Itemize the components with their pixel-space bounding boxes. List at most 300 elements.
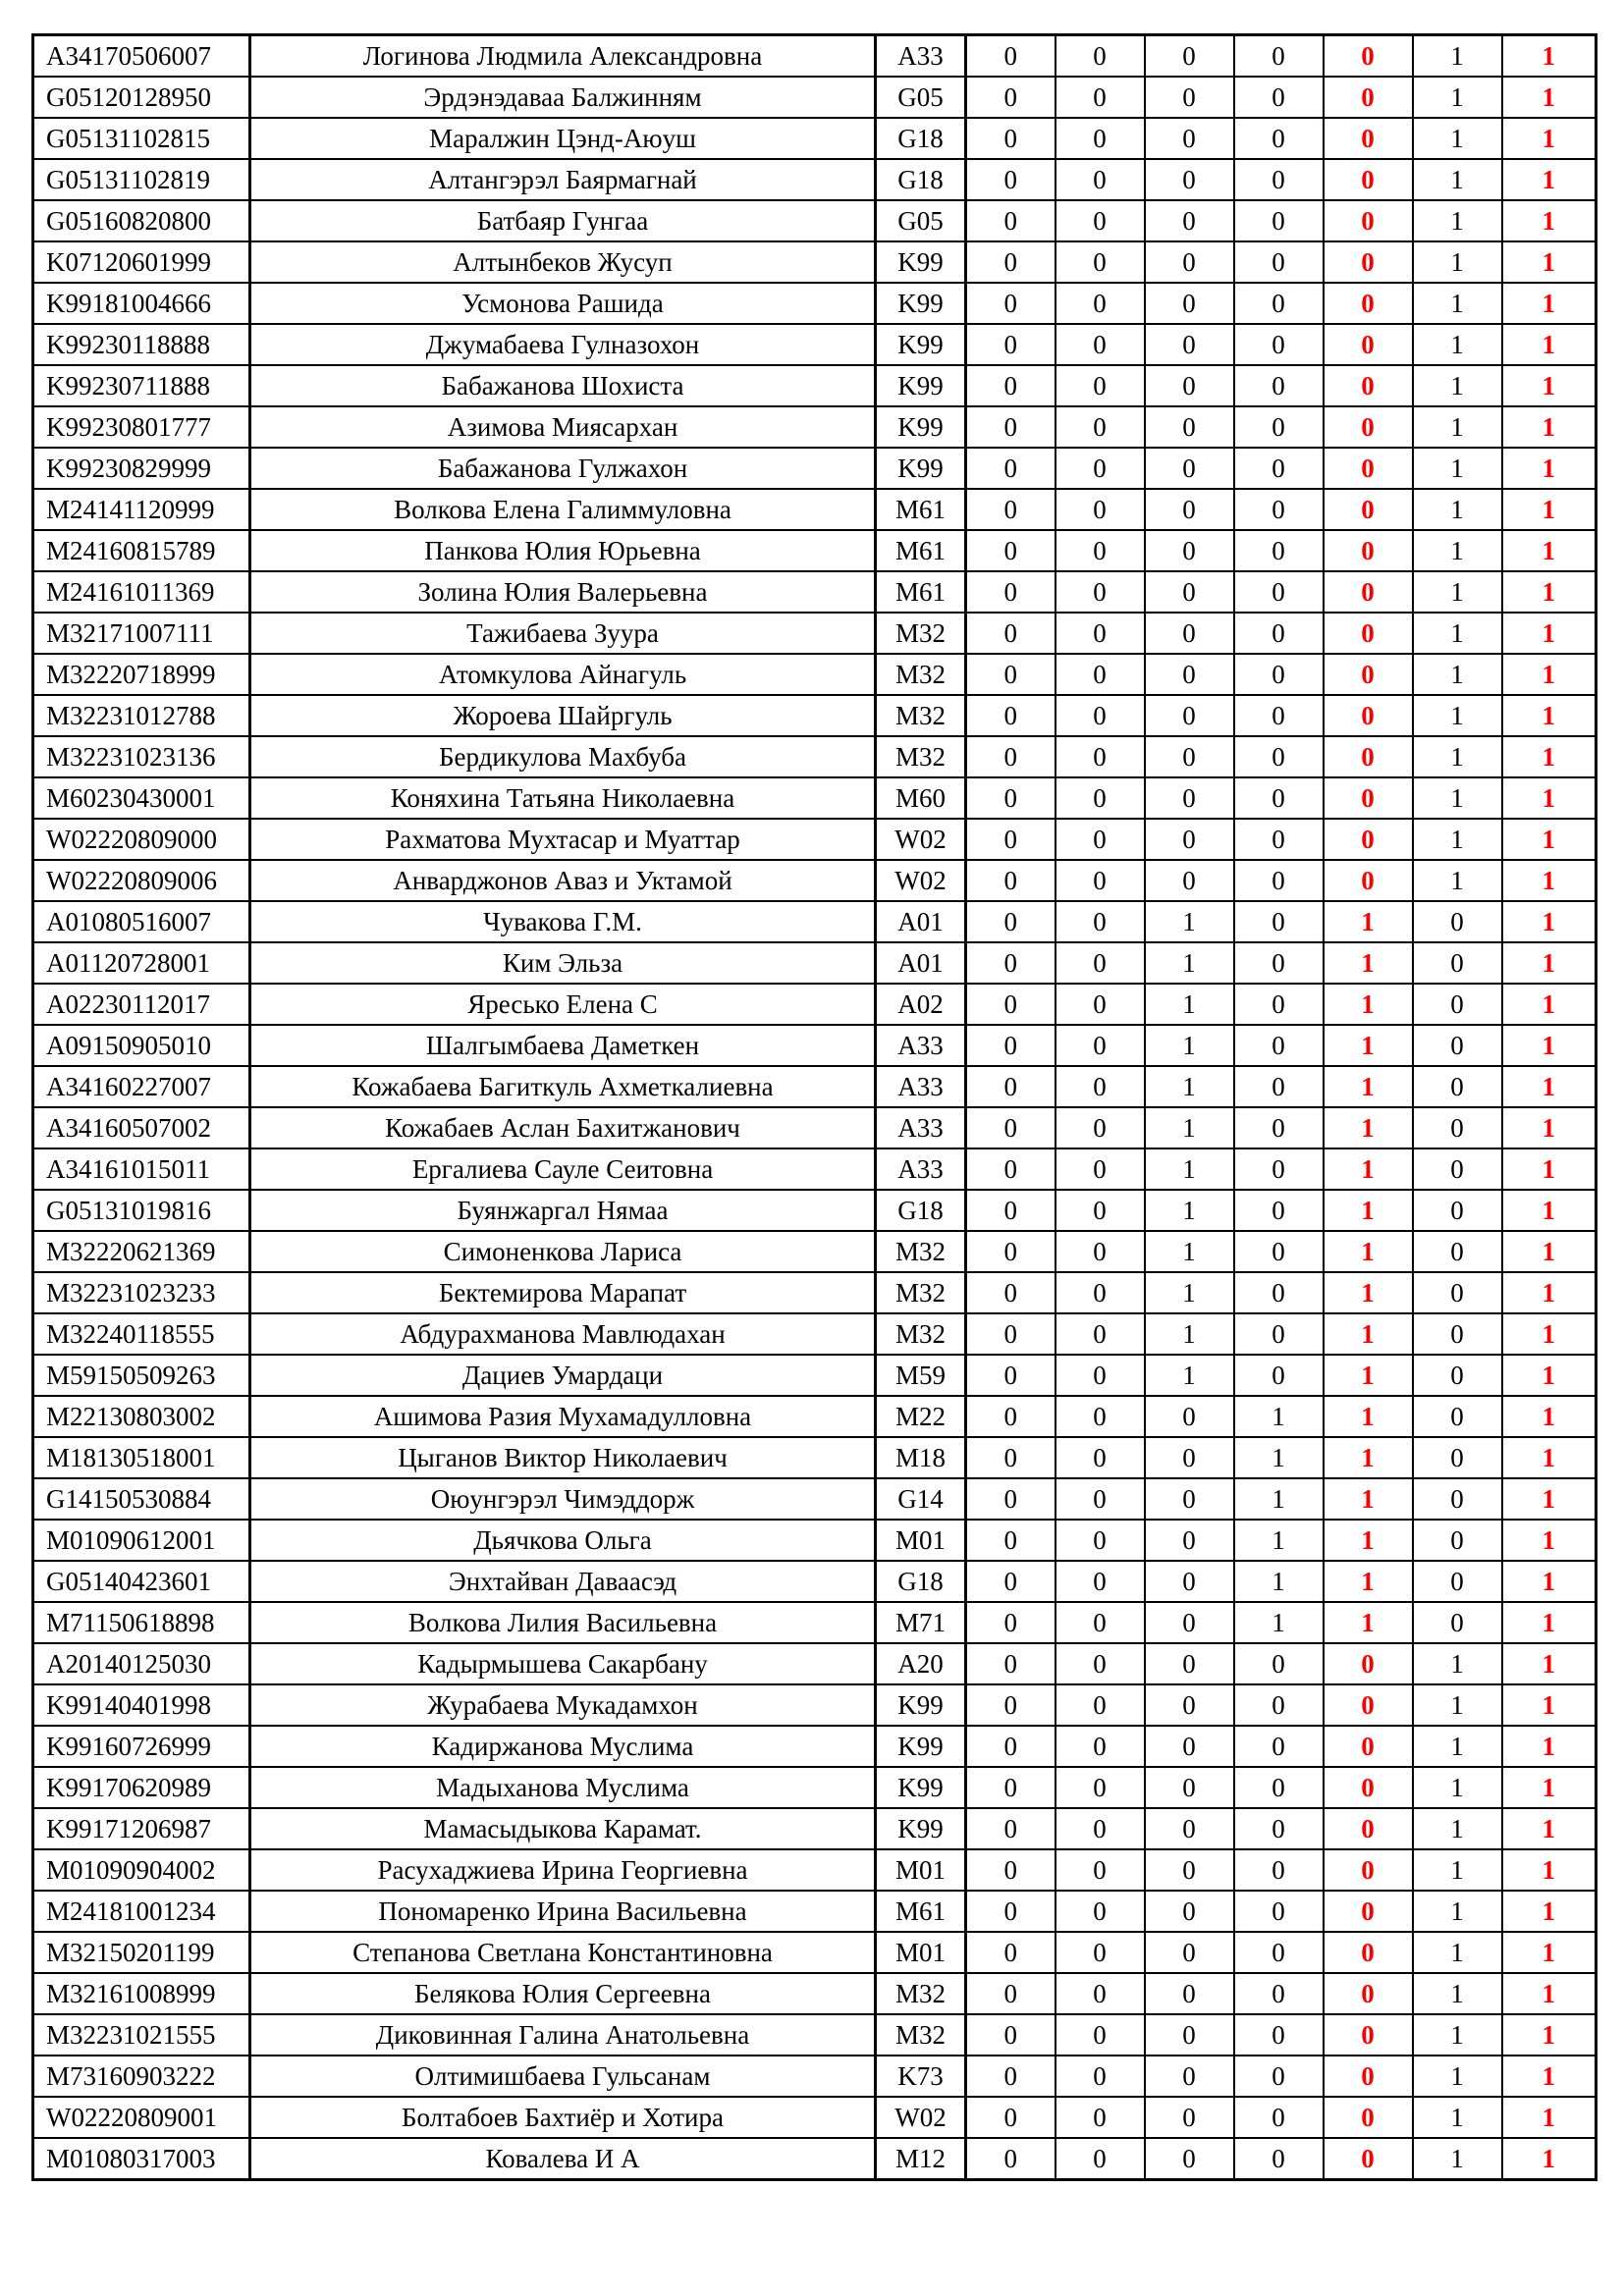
flag-total-cell: 1 xyxy=(1502,2097,1597,2138)
full-name-cell: Коняхина Татьяна Николаевна xyxy=(250,777,876,819)
flag-4-cell: 0 xyxy=(1234,283,1324,324)
flag-2-cell: 0 xyxy=(1056,2097,1145,2138)
flag-total-cell: 1 xyxy=(1502,1726,1597,1767)
full-name-cell: Ковалева И А xyxy=(250,2138,876,2180)
flag-2-cell: 0 xyxy=(1056,159,1145,200)
full-name-cell: Батбаяр Гунгаа xyxy=(250,200,876,241)
account-code-cell: A34160227007 xyxy=(33,1066,250,1107)
flag-1-cell: 0 xyxy=(966,35,1056,78)
flag-total-cell: 1 xyxy=(1502,1849,1597,1891)
account-code-cell: M32161008999 xyxy=(33,1973,250,2014)
full-name-cell: Рахматова Мухтасар и Муаттар xyxy=(250,819,876,860)
account-code-cell: G05131102815 xyxy=(33,118,250,159)
group-code-cell: G18 xyxy=(876,159,966,200)
flag-4-cell: 0 xyxy=(1234,1973,1324,2014)
group-code-cell: M61 xyxy=(876,530,966,571)
flag-4-cell: 0 xyxy=(1234,35,1324,78)
group-code-cell: M12 xyxy=(876,2138,966,2180)
account-code-cell: M32220718999 xyxy=(33,654,250,695)
table-row xyxy=(33,571,1597,613)
group-code-cell: K99 xyxy=(876,406,966,448)
flag-sum-cell: 0 xyxy=(1324,406,1413,448)
flag-sum-cell: 1 xyxy=(1324,1437,1413,1478)
account-code-cell: M32240118555 xyxy=(33,1313,250,1355)
flag-2-cell: 0 xyxy=(1056,1107,1145,1148)
flag-2-cell: 0 xyxy=(1056,1313,1145,1355)
flag-1-cell: 0 xyxy=(966,984,1056,1025)
flag-total-cell: 1 xyxy=(1502,2056,1597,2097)
account-code-cell: A01080516007 xyxy=(33,901,250,942)
group-code-cell: A33 xyxy=(876,35,966,78)
flag-3-cell: 1 xyxy=(1145,1148,1234,1190)
flag-4-cell: 0 xyxy=(1234,1808,1324,1849)
flag-sum-cell: 0 xyxy=(1324,448,1413,489)
full-name-cell: Алтынбеков Жусуп xyxy=(250,241,876,283)
group-code-cell: M32 xyxy=(876,1272,966,1313)
flag-5-cell: 1 xyxy=(1413,1643,1502,1684)
flag-1-cell: 0 xyxy=(966,1849,1056,1891)
flag-2-cell: 0 xyxy=(1056,942,1145,984)
flag-3-cell: 0 xyxy=(1145,1808,1234,1849)
flag-5-cell: 1 xyxy=(1413,406,1502,448)
flag-total-cell: 1 xyxy=(1502,1891,1597,1932)
flag-1-cell: 0 xyxy=(966,2056,1056,2097)
group-code-cell: G14 xyxy=(876,1478,966,1520)
flag-total-cell: 1 xyxy=(1502,241,1597,283)
flag-4-cell: 0 xyxy=(1234,1849,1324,1891)
flag-2-cell: 0 xyxy=(1056,2014,1145,2056)
table-row xyxy=(33,1396,1597,1437)
flag-total-cell: 1 xyxy=(1502,1313,1597,1355)
flag-3-cell: 1 xyxy=(1145,942,1234,984)
flag-1-cell: 0 xyxy=(966,1478,1056,1520)
account-code-cell: M24160815789 xyxy=(33,530,250,571)
flag-5-cell: 1 xyxy=(1413,2056,1502,2097)
table-row xyxy=(33,1891,1597,1932)
flag-3-cell: 0 xyxy=(1145,35,1234,78)
flag-sum-cell: 1 xyxy=(1324,1190,1413,1231)
flag-sum-cell: 0 xyxy=(1324,2138,1413,2180)
full-name-cell: Маралжин Цэнд-Аюуш xyxy=(250,118,876,159)
flag-5-cell: 1 xyxy=(1413,1726,1502,1767)
flag-3-cell: 1 xyxy=(1145,1231,1234,1272)
flag-sum-cell: 0 xyxy=(1324,77,1413,118)
flag-1-cell: 0 xyxy=(966,1355,1056,1396)
flag-1-cell: 0 xyxy=(966,1313,1056,1355)
flag-2-cell: 0 xyxy=(1056,448,1145,489)
table-row xyxy=(33,324,1597,365)
flag-2-cell: 0 xyxy=(1056,1602,1145,1643)
group-code-cell: K99 xyxy=(876,1808,966,1849)
flag-2-cell: 0 xyxy=(1056,118,1145,159)
account-code-cell: G05140423601 xyxy=(33,1561,250,1602)
full-name-cell: Усмонова Рашида xyxy=(250,283,876,324)
flag-1-cell: 0 xyxy=(966,1602,1056,1643)
flag-5-cell: 1 xyxy=(1413,860,1502,901)
flag-4-cell: 0 xyxy=(1234,777,1324,819)
flag-5-cell: 1 xyxy=(1413,448,1502,489)
flag-5-cell: 1 xyxy=(1413,159,1502,200)
flag-3-cell: 0 xyxy=(1145,448,1234,489)
full-name-cell: Бабажанова Шохиста xyxy=(250,365,876,406)
table-row xyxy=(33,736,1597,777)
flag-1-cell: 0 xyxy=(966,1107,1056,1148)
flag-4-cell: 0 xyxy=(1234,1272,1324,1313)
flag-1-cell: 0 xyxy=(966,1437,1056,1478)
group-code-cell: M60 xyxy=(876,777,966,819)
flag-1-cell: 0 xyxy=(966,448,1056,489)
flag-4-cell: 1 xyxy=(1234,1520,1324,1561)
table-row xyxy=(33,1025,1597,1066)
table-row xyxy=(33,1313,1597,1355)
group-code-cell: M18 xyxy=(876,1437,966,1478)
flag-3-cell: 0 xyxy=(1145,1684,1234,1726)
flag-total-cell: 1 xyxy=(1502,613,1597,654)
full-name-cell: Логинова Людмила Александровна xyxy=(250,35,876,78)
table-row xyxy=(33,241,1597,283)
flag-1-cell: 0 xyxy=(966,159,1056,200)
account-code-cell: A20140125030 xyxy=(33,1643,250,1684)
flag-4-cell: 0 xyxy=(1234,571,1324,613)
flag-3-cell: 0 xyxy=(1145,283,1234,324)
group-code-cell: M32 xyxy=(876,613,966,654)
table-body xyxy=(33,35,1597,2180)
account-code-cell: M24181001234 xyxy=(33,1891,250,1932)
flag-5-cell: 0 xyxy=(1413,1602,1502,1643)
flag-sum-cell: 1 xyxy=(1324,1107,1413,1148)
account-code-cell: M60230430001 xyxy=(33,777,250,819)
flag-2-cell: 0 xyxy=(1056,1231,1145,1272)
flag-4-cell: 0 xyxy=(1234,324,1324,365)
flag-5-cell: 1 xyxy=(1413,654,1502,695)
flag-total-cell: 1 xyxy=(1502,1437,1597,1478)
table-row xyxy=(33,613,1597,654)
flag-total-cell: 1 xyxy=(1502,571,1597,613)
account-code-cell: K99230829999 xyxy=(33,448,250,489)
flag-5-cell: 1 xyxy=(1413,1808,1502,1849)
flag-3-cell: 1 xyxy=(1145,1272,1234,1313)
flag-3-cell: 0 xyxy=(1145,406,1234,448)
flag-5-cell: 1 xyxy=(1413,2014,1502,2056)
flag-sum-cell: 1 xyxy=(1324,1355,1413,1396)
group-code-cell: W02 xyxy=(876,819,966,860)
table-row xyxy=(33,1148,1597,1190)
flag-2-cell: 0 xyxy=(1056,1148,1145,1190)
flag-5-cell: 1 xyxy=(1413,283,1502,324)
flag-5-cell: 1 xyxy=(1413,1767,1502,1808)
flag-5-cell: 0 xyxy=(1413,1231,1502,1272)
flag-sum-cell: 1 xyxy=(1324,1478,1413,1520)
flag-5-cell: 0 xyxy=(1413,1148,1502,1190)
flag-5-cell: 1 xyxy=(1413,35,1502,78)
group-code-cell: A33 xyxy=(876,1107,966,1148)
flag-sum-cell: 0 xyxy=(1324,1643,1413,1684)
group-code-cell: A02 xyxy=(876,984,966,1025)
table-row xyxy=(33,1684,1597,1726)
flag-total-cell: 1 xyxy=(1502,1973,1597,2014)
flag-4-cell: 0 xyxy=(1234,1107,1324,1148)
flag-2-cell: 0 xyxy=(1056,613,1145,654)
group-code-cell: M61 xyxy=(876,489,966,530)
table-row xyxy=(33,77,1597,118)
table-row xyxy=(33,1478,1597,1520)
account-code-cell: A34160507002 xyxy=(33,1107,250,1148)
full-name-cell: Жороева Шайргуль xyxy=(250,695,876,736)
table-row xyxy=(33,530,1597,571)
flag-1-cell: 0 xyxy=(966,1561,1056,1602)
account-code-cell: K99160726999 xyxy=(33,1726,250,1767)
table-row xyxy=(33,1726,1597,1767)
table-row xyxy=(33,819,1597,860)
flag-2-cell: 0 xyxy=(1056,777,1145,819)
flag-total-cell: 1 xyxy=(1502,1066,1597,1107)
flag-3-cell: 0 xyxy=(1145,1932,1234,1973)
flag-5-cell: 1 xyxy=(1413,2097,1502,2138)
flag-5-cell: 1 xyxy=(1413,736,1502,777)
group-code-cell: M01 xyxy=(876,1849,966,1891)
group-code-cell: G05 xyxy=(876,200,966,241)
flag-sum-cell: 0 xyxy=(1324,860,1413,901)
full-name-cell: Симоненкова Лариса xyxy=(250,1231,876,1272)
flag-5-cell: 1 xyxy=(1413,324,1502,365)
table-row xyxy=(33,984,1597,1025)
flag-2-cell: 0 xyxy=(1056,1272,1145,1313)
flag-1-cell: 0 xyxy=(966,695,1056,736)
flag-1-cell: 0 xyxy=(966,819,1056,860)
table-row xyxy=(33,2056,1597,2097)
flag-4-cell: 0 xyxy=(1234,1231,1324,1272)
flag-sum-cell: 1 xyxy=(1324,984,1413,1025)
full-name-cell: Энхтайван Даваасэд xyxy=(250,1561,876,1602)
table-row xyxy=(33,2138,1597,2180)
group-code-cell: W02 xyxy=(876,860,966,901)
flag-5-cell: 1 xyxy=(1413,819,1502,860)
table-row xyxy=(33,1272,1597,1313)
account-code-cell: M73160903222 xyxy=(33,2056,250,2097)
account-code-cell: G05131102819 xyxy=(33,159,250,200)
flag-1-cell: 0 xyxy=(966,1396,1056,1437)
flag-2-cell: 0 xyxy=(1056,1025,1145,1066)
full-name-cell: Мамасыдыкова Карамат. xyxy=(250,1808,876,1849)
flag-3-cell: 0 xyxy=(1145,159,1234,200)
flag-sum-cell: 0 xyxy=(1324,2097,1413,2138)
flag-1-cell: 0 xyxy=(966,1891,1056,1932)
flag-3-cell: 0 xyxy=(1145,736,1234,777)
flag-5-cell: 0 xyxy=(1413,1272,1502,1313)
account-code-cell: G05160820800 xyxy=(33,200,250,241)
flag-sum-cell: 1 xyxy=(1324,1313,1413,1355)
full-name-cell: Кожабаев Аслан Бахитжанович xyxy=(250,1107,876,1148)
flag-1-cell: 0 xyxy=(966,901,1056,942)
group-code-cell: M32 xyxy=(876,654,966,695)
account-code-cell: G14150530884 xyxy=(33,1478,250,1520)
table-row xyxy=(33,1767,1597,1808)
flag-2-cell: 0 xyxy=(1056,1932,1145,1973)
flag-sum-cell: 0 xyxy=(1324,1932,1413,1973)
flag-1-cell: 0 xyxy=(966,1025,1056,1066)
flag-sum-cell: 1 xyxy=(1324,1561,1413,1602)
flag-2-cell: 0 xyxy=(1056,860,1145,901)
account-code-cell: A09150905010 xyxy=(33,1025,250,1066)
flag-sum-cell: 0 xyxy=(1324,613,1413,654)
account-code-cell: G05120128950 xyxy=(33,77,250,118)
flag-3-cell: 0 xyxy=(1145,1437,1234,1478)
flag-total-cell: 1 xyxy=(1502,283,1597,324)
full-name-cell: Степанова Светлана Константиновна xyxy=(250,1932,876,1973)
flag-1-cell: 0 xyxy=(966,1272,1056,1313)
flag-total-cell: 1 xyxy=(1502,2138,1597,2180)
full-name-cell: Дьячкова Ольга xyxy=(250,1520,876,1561)
flag-2-cell: 0 xyxy=(1056,1684,1145,1726)
group-code-cell: K73 xyxy=(876,2056,966,2097)
group-code-cell: A01 xyxy=(876,901,966,942)
flag-total-cell: 1 xyxy=(1502,695,1597,736)
account-code-cell: K99181004666 xyxy=(33,283,250,324)
full-name-cell: Кожабаева Багиткуль Ахметкалиевна xyxy=(250,1066,876,1107)
account-code-cell: M32150201199 xyxy=(33,1932,250,1973)
flag-sum-cell: 1 xyxy=(1324,1025,1413,1066)
account-code-cell: K99171206987 xyxy=(33,1808,250,1849)
flag-2-cell: 0 xyxy=(1056,35,1145,78)
flag-4-cell: 0 xyxy=(1234,1148,1324,1190)
flag-1-cell: 0 xyxy=(966,324,1056,365)
account-code-cell: M32231012788 xyxy=(33,695,250,736)
flag-4-cell: 0 xyxy=(1234,406,1324,448)
table-row xyxy=(33,1849,1597,1891)
group-code-cell: K99 xyxy=(876,283,966,324)
flag-5-cell: 1 xyxy=(1413,1684,1502,1726)
flag-4-cell: 0 xyxy=(1234,654,1324,695)
flag-total-cell: 1 xyxy=(1502,1107,1597,1148)
table-row xyxy=(33,1520,1597,1561)
account-code-cell: W02220809001 xyxy=(33,2097,250,2138)
flag-sum-cell: 0 xyxy=(1324,2014,1413,2056)
flag-total-cell: 1 xyxy=(1502,1396,1597,1437)
flag-2-cell: 0 xyxy=(1056,1520,1145,1561)
flag-2-cell: 0 xyxy=(1056,1066,1145,1107)
flag-1-cell: 0 xyxy=(966,489,1056,530)
flag-3-cell: 0 xyxy=(1145,1396,1234,1437)
flag-5-cell: 1 xyxy=(1413,241,1502,283)
flag-4-cell: 0 xyxy=(1234,736,1324,777)
flag-1-cell: 0 xyxy=(966,777,1056,819)
table-row xyxy=(33,406,1597,448)
flag-5-cell: 0 xyxy=(1413,1066,1502,1107)
full-name-cell: Ким Эльза xyxy=(250,942,876,984)
flag-4-cell: 1 xyxy=(1234,1561,1324,1602)
flag-1-cell: 0 xyxy=(966,1190,1056,1231)
flag-3-cell: 0 xyxy=(1145,1973,1234,2014)
flag-1-cell: 0 xyxy=(966,1066,1056,1107)
table-row xyxy=(33,901,1597,942)
group-code-cell: K99 xyxy=(876,1767,966,1808)
full-name-cell: Волкова Елена Галиммуловна xyxy=(250,489,876,530)
flag-sum-cell: 0 xyxy=(1324,777,1413,819)
flag-total-cell: 1 xyxy=(1502,1602,1597,1643)
flag-3-cell: 0 xyxy=(1145,613,1234,654)
flag-4-cell: 1 xyxy=(1234,1478,1324,1520)
flag-3-cell: 1 xyxy=(1145,1107,1234,1148)
table-row xyxy=(33,695,1597,736)
flag-4-cell: 0 xyxy=(1234,1726,1324,1767)
group-code-cell: M61 xyxy=(876,571,966,613)
flag-3-cell: 1 xyxy=(1145,1190,1234,1231)
flag-2-cell: 0 xyxy=(1056,1190,1145,1231)
flag-4-cell: 0 xyxy=(1234,2014,1324,2056)
full-name-cell: Расухаджиева Ирина Георгиевна xyxy=(250,1849,876,1891)
account-code-cell: M24161011369 xyxy=(33,571,250,613)
account-code-cell: M71150618898 xyxy=(33,1602,250,1643)
flag-5-cell: 0 xyxy=(1413,1437,1502,1478)
full-name-cell: Алтангэрэл Баярмагнай xyxy=(250,159,876,200)
flag-2-cell: 0 xyxy=(1056,1973,1145,2014)
flag-4-cell: 0 xyxy=(1234,118,1324,159)
flag-2-cell: 0 xyxy=(1056,489,1145,530)
full-name-cell: Абдурахманова Мавлюдахан xyxy=(250,1313,876,1355)
flag-3-cell: 1 xyxy=(1145,1355,1234,1396)
flag-1-cell: 0 xyxy=(966,365,1056,406)
flag-total-cell: 1 xyxy=(1502,118,1597,159)
flag-5-cell: 0 xyxy=(1413,1396,1502,1437)
flag-sum-cell: 0 xyxy=(1324,159,1413,200)
flag-total-cell: 1 xyxy=(1502,448,1597,489)
account-code-cell: M18130518001 xyxy=(33,1437,250,1478)
flag-sum-cell: 1 xyxy=(1324,1520,1413,1561)
full-name-cell: Эрдэнэдаваа Балжинням xyxy=(250,77,876,118)
table-row xyxy=(33,942,1597,984)
group-code-cell: M61 xyxy=(876,1891,966,1932)
flag-3-cell: 0 xyxy=(1145,2097,1234,2138)
flag-3-cell: 0 xyxy=(1145,200,1234,241)
flag-4-cell: 0 xyxy=(1234,613,1324,654)
group-code-cell: K99 xyxy=(876,241,966,283)
flag-total-cell: 1 xyxy=(1502,77,1597,118)
flag-3-cell: 0 xyxy=(1145,1767,1234,1808)
account-code-cell: M32231023233 xyxy=(33,1272,250,1313)
flag-2-cell: 0 xyxy=(1056,984,1145,1025)
flag-total-cell: 1 xyxy=(1502,1272,1597,1313)
group-code-cell: M71 xyxy=(876,1602,966,1643)
flag-1-cell: 0 xyxy=(966,283,1056,324)
flag-total-cell: 1 xyxy=(1502,530,1597,571)
flag-sum-cell: 0 xyxy=(1324,1849,1413,1891)
flag-4-cell: 1 xyxy=(1234,1396,1324,1437)
account-code-cell: K99230118888 xyxy=(33,324,250,365)
table-row xyxy=(33,35,1597,78)
flag-total-cell: 1 xyxy=(1502,1808,1597,1849)
flag-total-cell: 1 xyxy=(1502,489,1597,530)
group-code-cell: G18 xyxy=(876,1190,966,1231)
account-code-cell: M32231023136 xyxy=(33,736,250,777)
flag-3-cell: 0 xyxy=(1145,695,1234,736)
flag-sum-cell: 1 xyxy=(1324,1066,1413,1107)
flag-2-cell: 0 xyxy=(1056,2056,1145,2097)
flag-3-cell: 0 xyxy=(1145,654,1234,695)
flag-sum-cell: 0 xyxy=(1324,654,1413,695)
flag-5-cell: 1 xyxy=(1413,77,1502,118)
flag-4-cell: 0 xyxy=(1234,1891,1324,1932)
flag-total-cell: 1 xyxy=(1502,1684,1597,1726)
table-row xyxy=(33,200,1597,241)
group-code-cell: W02 xyxy=(876,2097,966,2138)
full-name-cell: Кадырмышева Сакарбану xyxy=(250,1643,876,1684)
full-name-cell: Журабаева Мукадамхон xyxy=(250,1684,876,1726)
group-code-cell: M32 xyxy=(876,695,966,736)
flag-5-cell: 1 xyxy=(1413,365,1502,406)
flag-5-cell: 0 xyxy=(1413,1478,1502,1520)
flag-1-cell: 0 xyxy=(966,1520,1056,1561)
full-name-cell: Дациев Умардаци xyxy=(250,1355,876,1396)
